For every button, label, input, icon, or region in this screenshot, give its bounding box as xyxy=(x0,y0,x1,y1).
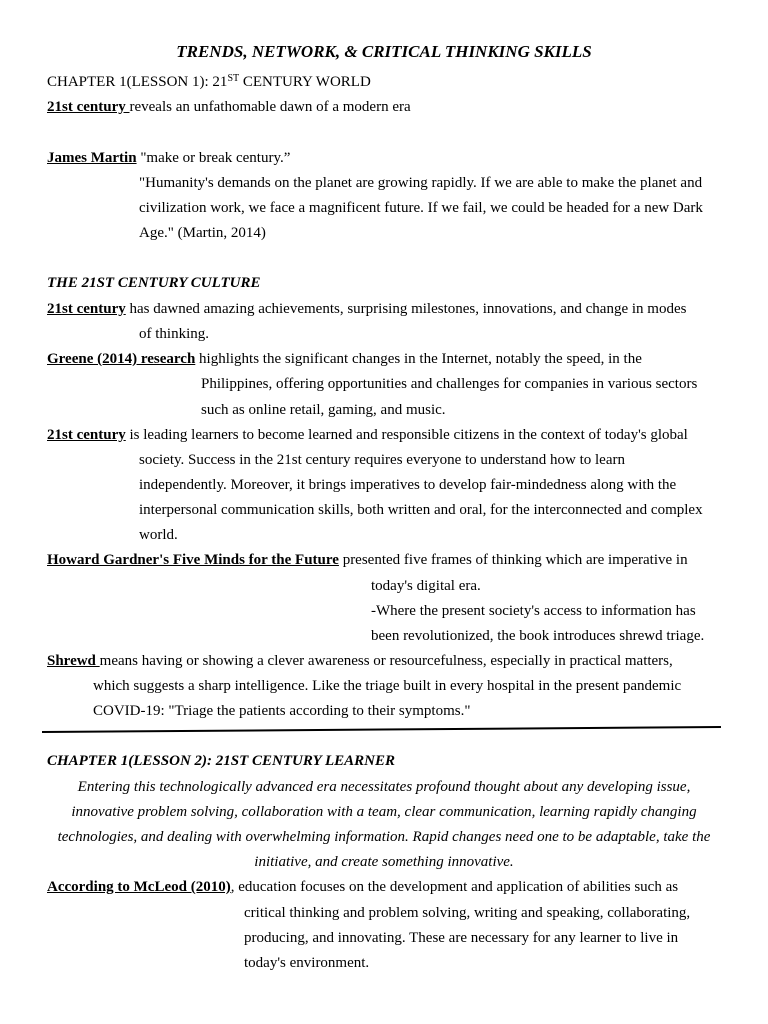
heading-suffix: CENTURY WORLD xyxy=(239,74,371,90)
term-james-martin: James Martin xyxy=(47,150,137,166)
paragraph-line: today's digital era. xyxy=(371,578,481,594)
term-mcleod: According to McLeod (2010) xyxy=(47,879,231,895)
term-shrewd: Shrewd xyxy=(47,653,100,669)
mcleod-paragraph xyxy=(47,878,678,896)
paragraph-text: has dawned amazing achievements, surprising milestones, innovations, and change in modes xyxy=(125,301,687,317)
culture-paragraph-1 xyxy=(47,300,686,318)
culture-paragraph-2 xyxy=(47,426,688,444)
paragraph-line: producing, and innovating. These are necessary for any learner to live in xyxy=(244,930,679,946)
intro-italic-line: Entering this technologically advanced era necessitates profound thought about any developing issue, xyxy=(77,779,691,795)
paragraph-text: means having or showing a clever awareness or resourcefulness, especially in practical matters, xyxy=(99,653,673,669)
paragraph-line: today's environment. xyxy=(244,955,370,971)
paragraph-text: highlights the significant changes in the Internet, notably the speed, in the xyxy=(195,351,642,367)
paragraph-text: presented five frames of thinking which are imperative in xyxy=(338,552,688,568)
intro-italic-line: innovative problem solving, collaboration with a team, clear communication, learning rapidly changing xyxy=(71,804,697,820)
paragraph-line: -Where the present society's access to information has xyxy=(371,603,696,619)
document-title: TRENDS, NETWORK, & CRITICAL THINKING SKILLS xyxy=(176,42,592,61)
heading-prefix: CHAPTER 1(LESSON 1): 21 xyxy=(47,74,228,90)
paragraph-line: COVID-19: "Triage the patients according to their symptoms." xyxy=(93,703,471,719)
paragraph-line: independently. Moreover, it brings imperatives to develop fair-mindedness along with the xyxy=(139,477,677,493)
paragraph-line: critical thinking and problem solving, writing and speaking, collaborating, xyxy=(244,905,691,921)
intro-italic-line: technologies, and dealing with overwhelming information. Rapid changes need one to be adaptable, take the xyxy=(57,829,711,845)
culture-heading: THE 21ST CENTURY CULTURE xyxy=(47,275,261,291)
chapter-1-lesson-1-heading xyxy=(47,73,371,91)
paragraph-line: world. xyxy=(139,527,178,543)
intro-italic-line: initiative, and create something innovative. xyxy=(254,854,514,870)
quote-line: "Humanity's demands on the planet are growing rapidly. If we are able to make the planet and xyxy=(139,175,703,191)
paragraph-line: which suggests a sharp intelligence. Like the triage built in every hospital in the present pandemic xyxy=(93,678,682,694)
term-21st-century: 21st century xyxy=(47,427,126,443)
intro-paragraph xyxy=(47,98,411,116)
section-divider xyxy=(42,726,721,733)
paragraph-line: interpersonal communication skills, both written and oral, for the interconnected and complex xyxy=(139,502,703,518)
paragraph-line: been revolutionized, the book introduces shrewd triage. xyxy=(371,628,705,644)
martin-paragraph xyxy=(47,149,290,167)
term-21st-century: 21st century xyxy=(47,99,130,115)
chapter-1-lesson-2-heading: CHAPTER 1(LESSON 2): 21ST CENTURY LEARNER xyxy=(47,753,395,769)
shrewd-paragraph xyxy=(47,652,673,670)
paragraph-text: is leading learners to become learned and responsible citizens in the context of today's global xyxy=(125,427,688,443)
term-gardner-five-minds: Howard Gardner's Five Minds for the Future xyxy=(47,552,339,568)
paragraph-line: society. Success in the 21st century requires everyone to understand how to learn xyxy=(139,452,625,468)
heading-superscript: ST xyxy=(227,73,240,84)
quote-line: Age." (Martin, 2014) xyxy=(139,225,266,241)
paragraph-line: such as online retail, gaming, and music. xyxy=(201,402,446,418)
paragraph-text: , education focuses on the development and application of abilities such as xyxy=(230,879,679,895)
gardner-paragraph xyxy=(47,551,688,569)
term-21st-century: 21st century xyxy=(47,301,126,317)
paragraph-line: Philippines, offering opportunities and challenges for companies in various sectors xyxy=(201,376,698,392)
paragraph-line: of thinking. xyxy=(139,326,209,342)
greene-paragraph xyxy=(47,350,642,368)
term-greene-research: Greene (2014) research xyxy=(47,351,196,367)
quote-line: civilization work, we face a magnificent future. If we fail, we could be headed for a new Dark xyxy=(139,200,703,216)
martin-text: "make or break century.” xyxy=(136,150,291,166)
intro-text: reveals an unfathomable dawn of a modern era xyxy=(129,99,411,115)
